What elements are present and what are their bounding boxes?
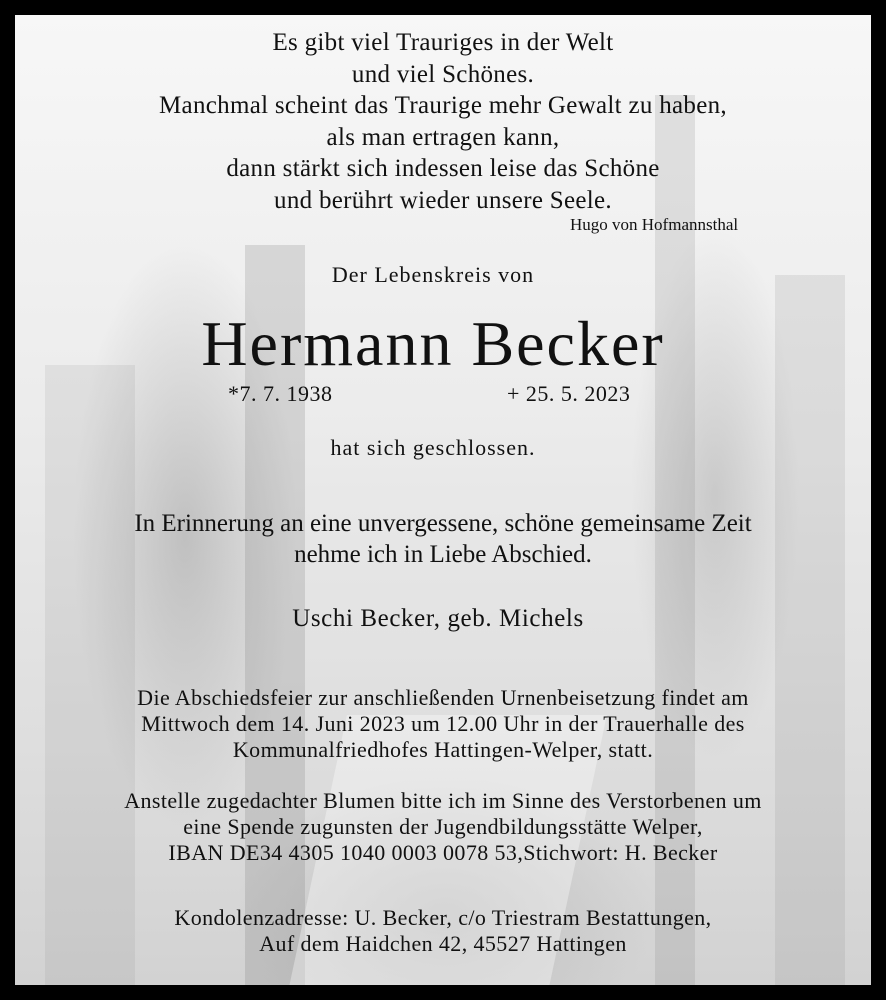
poem-line: Manchmal scheint das Traurige mehr Gewalt zu haben,: [159, 92, 727, 119]
signer-name: Uschi Becker, geb. Michels: [292, 605, 584, 632]
poem-line: Es gibt viel Trauriges in der Welt: [272, 29, 614, 56]
poem-line: und viel Schönes.: [351, 60, 535, 88]
memory-line: nehme ich in Liebe Abschied.: [294, 541, 592, 568]
memory-line: In Erinnerung an eine unvergessene, schöne gemeinsame Zeit: [134, 510, 752, 537]
donation-line: eine Spende zugunsten der Jugendbildungsstätte Welper,: [183, 814, 703, 839]
ceremony-info: [15, 685, 871, 763]
donation-line: Anstelle zugedachter Blumen bitte ich im Sinne des Verstorbenen um: [124, 788, 762, 813]
closing-text: hat sich geschlossen.: [330, 435, 536, 460]
poem: [15, 27, 871, 216]
obituary-notice: [15, 15, 871, 985]
birth-date: *7. 7. 1938: [228, 381, 333, 406]
deceased-name: Hermann Becker: [201, 308, 665, 379]
condolence-address: [15, 905, 871, 957]
death-date: + 25. 5. 2023: [507, 381, 631, 406]
condolence-line: Kondolenzadresse: U. Becker, c/o Triestram Bestattungen,: [174, 905, 712, 930]
poem-line: als man ertragen kann,: [326, 123, 560, 151]
donation-line: IBAN DE34 4305 1040 0003 0078 53,Stichwort: H. Becker: [168, 840, 718, 865]
ceremony-line: Mittwoch dem 14. Juni 2023 um 12.00 Uhr in der Trauerhalle des: [141, 711, 745, 736]
intro-text: Der Lebenskreis von: [331, 262, 535, 287]
ceremony-line: Kommunalfriedhofes Hattingen-Welper, statt.: [232, 737, 654, 762]
ceremony-line: Die Abschiedsfeier zur anschließenden Urnenbeisetzung findet am: [137, 685, 749, 710]
memory-text: [15, 508, 871, 570]
poem-line: und berührt wieder unsere Seele.: [274, 186, 612, 214]
poem-line: dann stärkt sich indessen leise das Schöne: [226, 155, 660, 182]
condolence-line: Auf dem Haidchen 42, 45527 Hattingen: [259, 931, 627, 956]
poem-author: Hugo von Hofmannsthal: [570, 215, 739, 234]
donation-info: [15, 788, 871, 866]
